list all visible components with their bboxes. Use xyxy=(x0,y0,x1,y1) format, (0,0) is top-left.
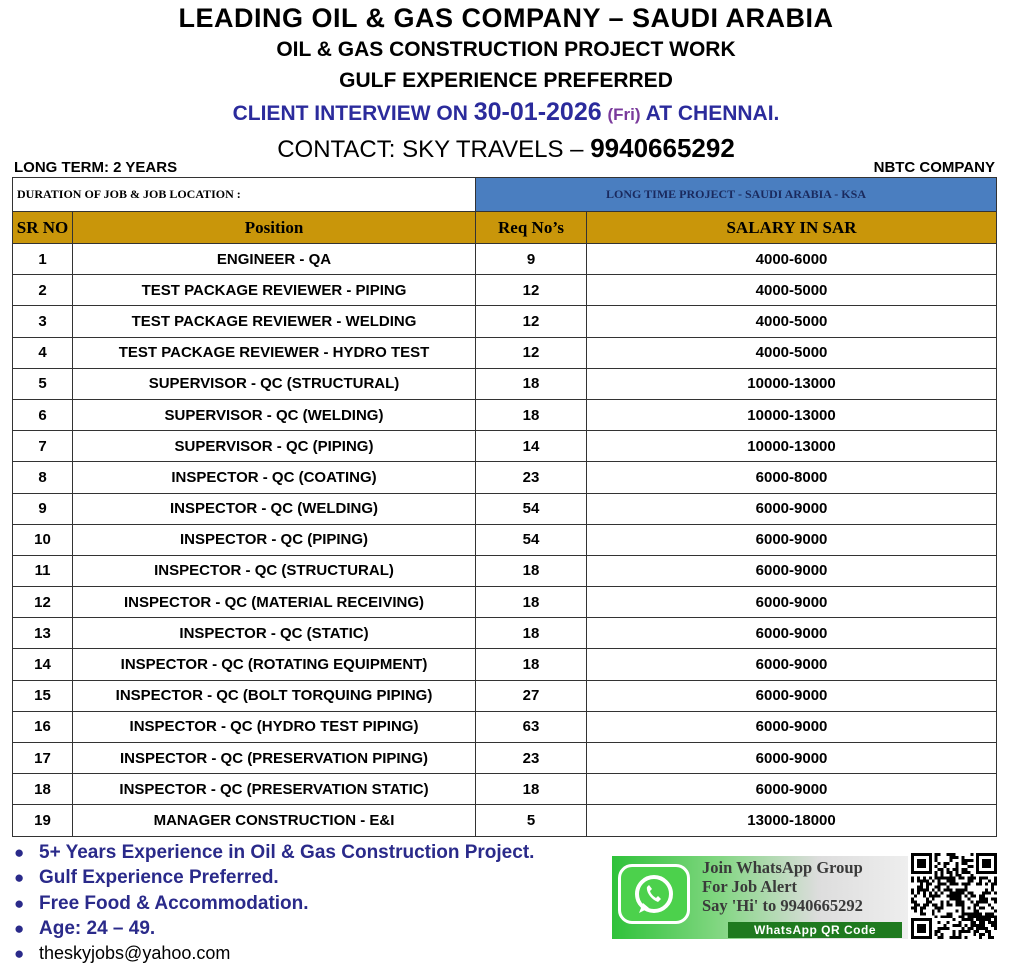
req-nos-cell: 18 xyxy=(476,774,587,805)
salary-cell: 6000-9000 xyxy=(587,493,997,524)
sr-no-cell: 19 xyxy=(13,805,73,836)
table-row xyxy=(13,244,997,275)
jobs-table xyxy=(12,177,997,837)
salary-cell: 6000-9000 xyxy=(587,587,997,618)
table-row xyxy=(13,555,997,586)
sr-no-cell: 12 xyxy=(13,587,73,618)
position-cell: INSPECTOR - QC (HYDRO TEST PIPING) xyxy=(73,711,476,742)
position-cell: INSPECTOR - QC (ROTATING EQUIPMENT) xyxy=(73,649,476,680)
position-cell: MANAGER CONSTRUCTION - E&I xyxy=(73,805,476,836)
salary-cell: 6000-8000 xyxy=(587,462,997,493)
position-cell: ENGINEER - QA xyxy=(73,244,476,275)
sr-no-cell: 15 xyxy=(13,680,73,711)
page-subtitle: OIL & GAS CONSTRUCTION PROJECT WORK xyxy=(276,38,736,61)
salary-cell: 13000-18000 xyxy=(587,805,997,836)
qr-code-icon[interactable] xyxy=(911,853,997,939)
bullet-text: 5+ Years Experience in Oil & Gas Construction Project. xyxy=(39,842,535,863)
bullet-text: Gulf Experience Preferred. xyxy=(39,867,279,889)
table-row xyxy=(13,680,997,711)
position-cell: INSPECTOR - QC (MATERIAL RECEIVING) xyxy=(73,587,476,618)
bullet-icon: ● xyxy=(14,893,25,913)
bullet-text: Free Food & Accommodation. xyxy=(39,892,309,914)
req-nos-cell: 54 xyxy=(476,493,587,524)
table-info-row xyxy=(13,178,997,212)
column-header-req-nos: Req No’s xyxy=(476,212,587,244)
salary-cell: 4000-6000 xyxy=(587,244,997,275)
table-row xyxy=(13,743,997,774)
bullet-icon: ● xyxy=(14,944,25,964)
bullet-icon: ● xyxy=(14,918,25,938)
table-row xyxy=(13,462,997,493)
table-row xyxy=(13,524,997,555)
req-nos-cell: 23 xyxy=(476,462,587,493)
req-nos-cell: 18 xyxy=(476,649,587,680)
position-cell: SUPERVISOR - QC (PIPING) xyxy=(73,431,476,462)
sr-no-cell: 1 xyxy=(13,244,73,275)
contact-phone[interactable]: 9940665292 xyxy=(590,133,735,163)
req-nos-cell: 54 xyxy=(476,524,587,555)
qr-code-label: WhatsApp QR Code xyxy=(728,922,902,938)
position-cell: TEST PACKAGE REVIEWER - WELDING xyxy=(73,306,476,337)
position-cell: SUPERVISOR - QC (WELDING) xyxy=(73,399,476,430)
sr-no-cell: 3 xyxy=(13,306,73,337)
sr-no-cell: 9 xyxy=(13,493,73,524)
sr-no-cell: 17 xyxy=(13,743,73,774)
list-item xyxy=(12,891,534,916)
req-nos-cell: 12 xyxy=(476,306,587,337)
interview-line xyxy=(0,98,1012,127)
contact-prefix: CONTACT: SKY TRAVELS – xyxy=(277,136,584,163)
req-nos-cell: 18 xyxy=(476,587,587,618)
req-nos-cell: 12 xyxy=(476,275,587,306)
table-row xyxy=(13,306,997,337)
table-row xyxy=(13,275,997,306)
column-header-position: Position xyxy=(73,212,476,244)
bullet-icon: ● xyxy=(14,843,25,862)
position-cell: TEST PACKAGE REVIEWER - PIPING xyxy=(73,275,476,306)
position-cell: INSPECTOR - QC (PIPING) xyxy=(73,524,476,555)
table-row xyxy=(13,493,997,524)
position-cell: INSPECTOR - QC (PRESERVATION PIPING) xyxy=(73,743,476,774)
whatsapp-line-2: For Job Alert xyxy=(702,877,798,896)
table-row xyxy=(13,587,997,618)
contract-duration: LONG TERM: 2 YEARS xyxy=(14,159,178,176)
table-header-row xyxy=(13,212,997,244)
sr-no-cell: 8 xyxy=(13,462,73,493)
position-cell: INSPECTOR - QC (WELDING) xyxy=(73,493,476,524)
table-row xyxy=(13,805,997,836)
project-label: LONG TIME PROJECT - SAUDI ARABIA - KSA xyxy=(476,178,997,212)
bullet-text: theskyjobs@yahoo.com xyxy=(39,943,231,964)
interview-location: AT CHENNAI. xyxy=(645,102,780,125)
salary-cell: 4000-5000 xyxy=(587,275,997,306)
duration-label: DURATION OF JOB & JOB LOCATION : xyxy=(13,178,476,212)
company-name: NBTC COMPANY xyxy=(873,159,995,176)
interview-prefix: CLIENT INTERVIEW ON xyxy=(232,102,468,125)
salary-cell: 10000-13000 xyxy=(587,431,997,462)
table-row xyxy=(13,337,997,368)
contact-email[interactable] xyxy=(12,941,534,966)
sr-no-cell: 10 xyxy=(13,524,73,555)
sr-no-cell: 4 xyxy=(13,337,73,368)
salary-cell: 4000-5000 xyxy=(587,306,997,337)
list-item xyxy=(12,840,534,865)
position-cell: SUPERVISOR - QC (STRUCTURAL) xyxy=(73,368,476,399)
table-row xyxy=(13,431,997,462)
position-cell: INSPECTOR - QC (COATING) xyxy=(73,462,476,493)
sr-no-cell: 6 xyxy=(13,399,73,430)
req-nos-cell: 14 xyxy=(476,431,587,462)
bullet-text: Age: 24 – 49. xyxy=(39,917,156,939)
table-row xyxy=(13,774,997,805)
position-cell: INSPECTOR - QC (BOLT TORQUING PIPING) xyxy=(73,680,476,711)
salary-cell: 6000-9000 xyxy=(587,774,997,805)
list-item xyxy=(12,916,534,941)
sr-no-cell: 16 xyxy=(13,711,73,742)
salary-cell: 6000-9000 xyxy=(587,743,997,774)
req-nos-cell: 18 xyxy=(476,618,587,649)
salary-cell: 10000-13000 xyxy=(587,399,997,430)
whatsapp-text xyxy=(702,858,863,915)
req-nos-cell: 18 xyxy=(476,368,587,399)
table-row xyxy=(13,618,997,649)
salary-cell: 6000-9000 xyxy=(587,618,997,649)
sr-no-cell: 7 xyxy=(13,431,73,462)
salary-cell: 10000-13000 xyxy=(587,368,997,399)
interview-day: (Fri) xyxy=(607,105,641,124)
salary-cell: 6000-9000 xyxy=(587,711,997,742)
page-title: LEADING OIL & GAS COMPANY – SAUDI ARABIA xyxy=(178,3,834,33)
salary-cell: 4000-5000 xyxy=(587,337,997,368)
column-header-salary: SALARY IN SAR xyxy=(587,212,997,244)
salary-cell: 6000-9000 xyxy=(587,524,997,555)
req-nos-cell: 63 xyxy=(476,711,587,742)
column-header-sr-no: SR NO xyxy=(13,212,73,244)
req-nos-cell: 12 xyxy=(476,337,587,368)
req-nos-cell: 9 xyxy=(476,244,587,275)
sr-no-cell: 18 xyxy=(13,774,73,805)
req-nos-cell: 18 xyxy=(476,555,587,586)
bullet-icon: ● xyxy=(14,868,25,888)
salary-cell: 6000-9000 xyxy=(587,649,997,680)
position-cell: TEST PACKAGE REVIEWER - HYDRO TEST xyxy=(73,337,476,368)
list-item xyxy=(12,865,534,890)
req-nos-cell: 27 xyxy=(476,680,587,711)
sr-no-cell: 5 xyxy=(13,368,73,399)
position-cell: INSPECTOR - QC (STATIC) xyxy=(73,618,476,649)
sr-no-cell: 2 xyxy=(13,275,73,306)
salary-cell: 6000-9000 xyxy=(587,555,997,586)
sr-no-cell: 13 xyxy=(13,618,73,649)
interview-date: 30-01-2026 xyxy=(473,98,602,126)
req-nos-cell: 18 xyxy=(476,399,587,430)
table-row xyxy=(13,368,997,399)
table-row xyxy=(13,399,997,430)
whatsapp-banner[interactable] xyxy=(612,856,908,939)
sr-no-cell: 11 xyxy=(13,555,73,586)
position-cell: INSPECTOR - QC (PRESERVATION STATIC) xyxy=(73,774,476,805)
whatsapp-line-3: Say 'Hi' to 9940665292 xyxy=(702,896,863,915)
sr-no-cell: 14 xyxy=(13,649,73,680)
whatsapp-line-1: Join WhatsApp Group xyxy=(702,858,863,877)
experience-note: GULF EXPERIENCE PREFERRED xyxy=(339,69,673,92)
salary-cell: 6000-9000 xyxy=(587,680,997,711)
whatsapp-icon xyxy=(618,864,690,924)
req-nos-cell: 5 xyxy=(476,805,587,836)
table-row xyxy=(13,649,997,680)
position-cell: INSPECTOR - QC (STRUCTURAL) xyxy=(73,555,476,586)
table-row xyxy=(13,711,997,742)
requirements-list xyxy=(12,840,534,966)
req-nos-cell: 23 xyxy=(476,743,587,774)
